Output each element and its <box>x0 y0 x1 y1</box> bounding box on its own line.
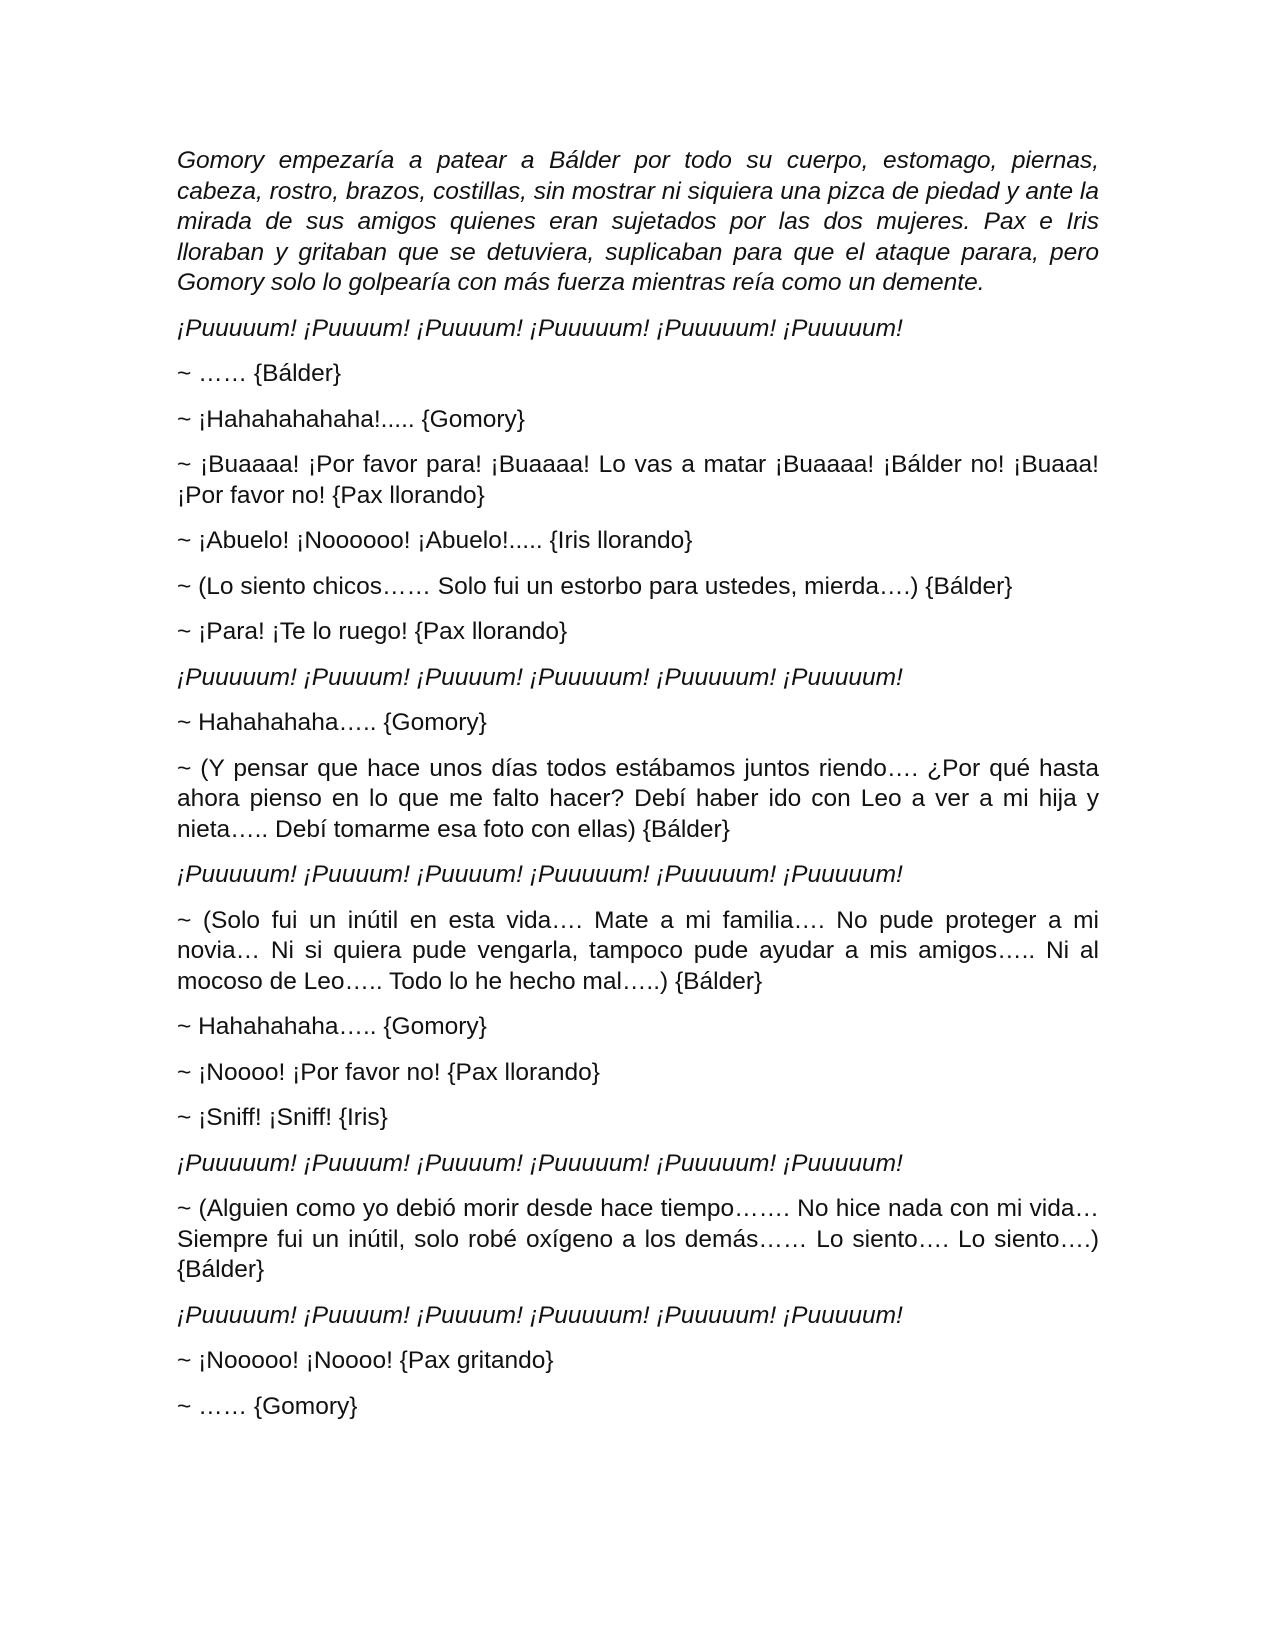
document-body <box>177 146 1099 1437</box>
dialogue-line: ~ …… {Gomory} <box>177 1392 358 1420</box>
dialogue-line: ~ ¡Sniff! ¡Sniff! {Iris} <box>177 1104 388 1131</box>
dialogue-line: ~ ¡Hahahahahaha!..... {Gomory} <box>177 405 525 433</box>
dialogue-line: ~ ¡Noooo! ¡Por favor no! {Pax llorando} <box>177 1058 600 1086</box>
sound-effect-line: ¡Puuuuum! ¡Puuuum! ¡Puuuum! ¡Puuuuum! ¡Puuuuum! ¡Puuuuum! <box>177 1301 903 1329</box>
dialogue-line: ~ Hahahahaha….. {Gomory} <box>177 1013 487 1040</box>
dialogue-line: ~ Hahahahaha….. {Gomory} <box>177 709 487 736</box>
sound-effect-line: ¡Puuuuum! ¡Puuuum! ¡Puuuum! ¡Puuuuum! ¡Puuuuum! ¡Puuuuum! <box>177 861 903 888</box>
dialogue-line: ~ ¡Para! ¡Te lo ruego! {Pax llorando} <box>177 618 568 645</box>
dialogue-line: ~ ¡Buaaaa! ¡Por favor para! ¡Buaaaa! Lo vas a matar ¡Buaaaa! ¡Bálder no! ¡Buaaa! ¡Por favor no! {Pax llorando} <box>177 451 1099 509</box>
sound-effect-line: ¡Puuuuum! ¡Puuuum! ¡Puuuum! ¡Puuuuum! ¡Puuuuum! ¡Puuuuum! <box>177 1149 903 1177</box>
dialogue-line: ~ (Solo fui un inútil en esta vida…. Mate a mi familia…. No pude proteger a mi novia… Ni si quiera pude vengarla, tampoco pude ayudar a mis amigos….. Ni al mocoso de Leo….. Todo lo he hecho mal…..) {Bálder} <box>177 906 1099 995</box>
sound-effect-line: ¡Puuuuum! ¡Puuuum! ¡Puuuum! ¡Puuuuum! ¡Puuuuum! ¡Puuuuum! <box>177 314 903 342</box>
dialogue-line: ~ (Alguien como yo debió morir desde hace tiempo……. No hice nada con mi vida… Siempre fui un inútil, solo robé oxígeno a los demás…… Lo siento…. Lo siento….) {Bálder} <box>177 1195 1099 1283</box>
dialogue-line: ~ …… {Bálder} <box>177 360 342 387</box>
narrative-paragraph: Gomory empezaría a patear a Bálder por todo su cuerpo, estomago, piernas, cabeza, rostro, brazos, costillas, sin mostrar ni siquiera una pizca de piedad y ante la mirada de sus amigos quienes eran sujetados por las dos mujeres. Pax e Iris lloraban y gritaban que se detuviera, suplicaban para que el ataque parara, pero Gomory solo lo golpearía con más fuerza mientras reía como un demente. <box>177 147 1099 296</box>
dialogue-line: ~ ¡Abuelo! ¡Noooooo! ¡Abuelo!..... {Iris llorando} <box>177 527 693 554</box>
dialogue-line: ~ ¡Nooooo! ¡Noooo! {Pax gritando} <box>177 1347 554 1374</box>
sound-effect-line: ¡Puuuuum! ¡Puuuum! ¡Puuuum! ¡Puuuuum! ¡Puuuuum! ¡Puuuuum! <box>177 663 903 691</box>
dialogue-line: ~ (Lo siento chicos…… Solo fui un estorbo para ustedes, mierda….) {Bálder} <box>177 572 1013 600</box>
dialogue-line: ~ (Y pensar que hace unos días todos estábamos juntos riendo…. ¿Por qué hasta ahora pienso en lo que me falto hacer? Debí haber ido con Leo a ver a mi hija y nieta….. Debí tomarme esa foto con ellas) {Bálder} <box>177 754 1099 843</box>
